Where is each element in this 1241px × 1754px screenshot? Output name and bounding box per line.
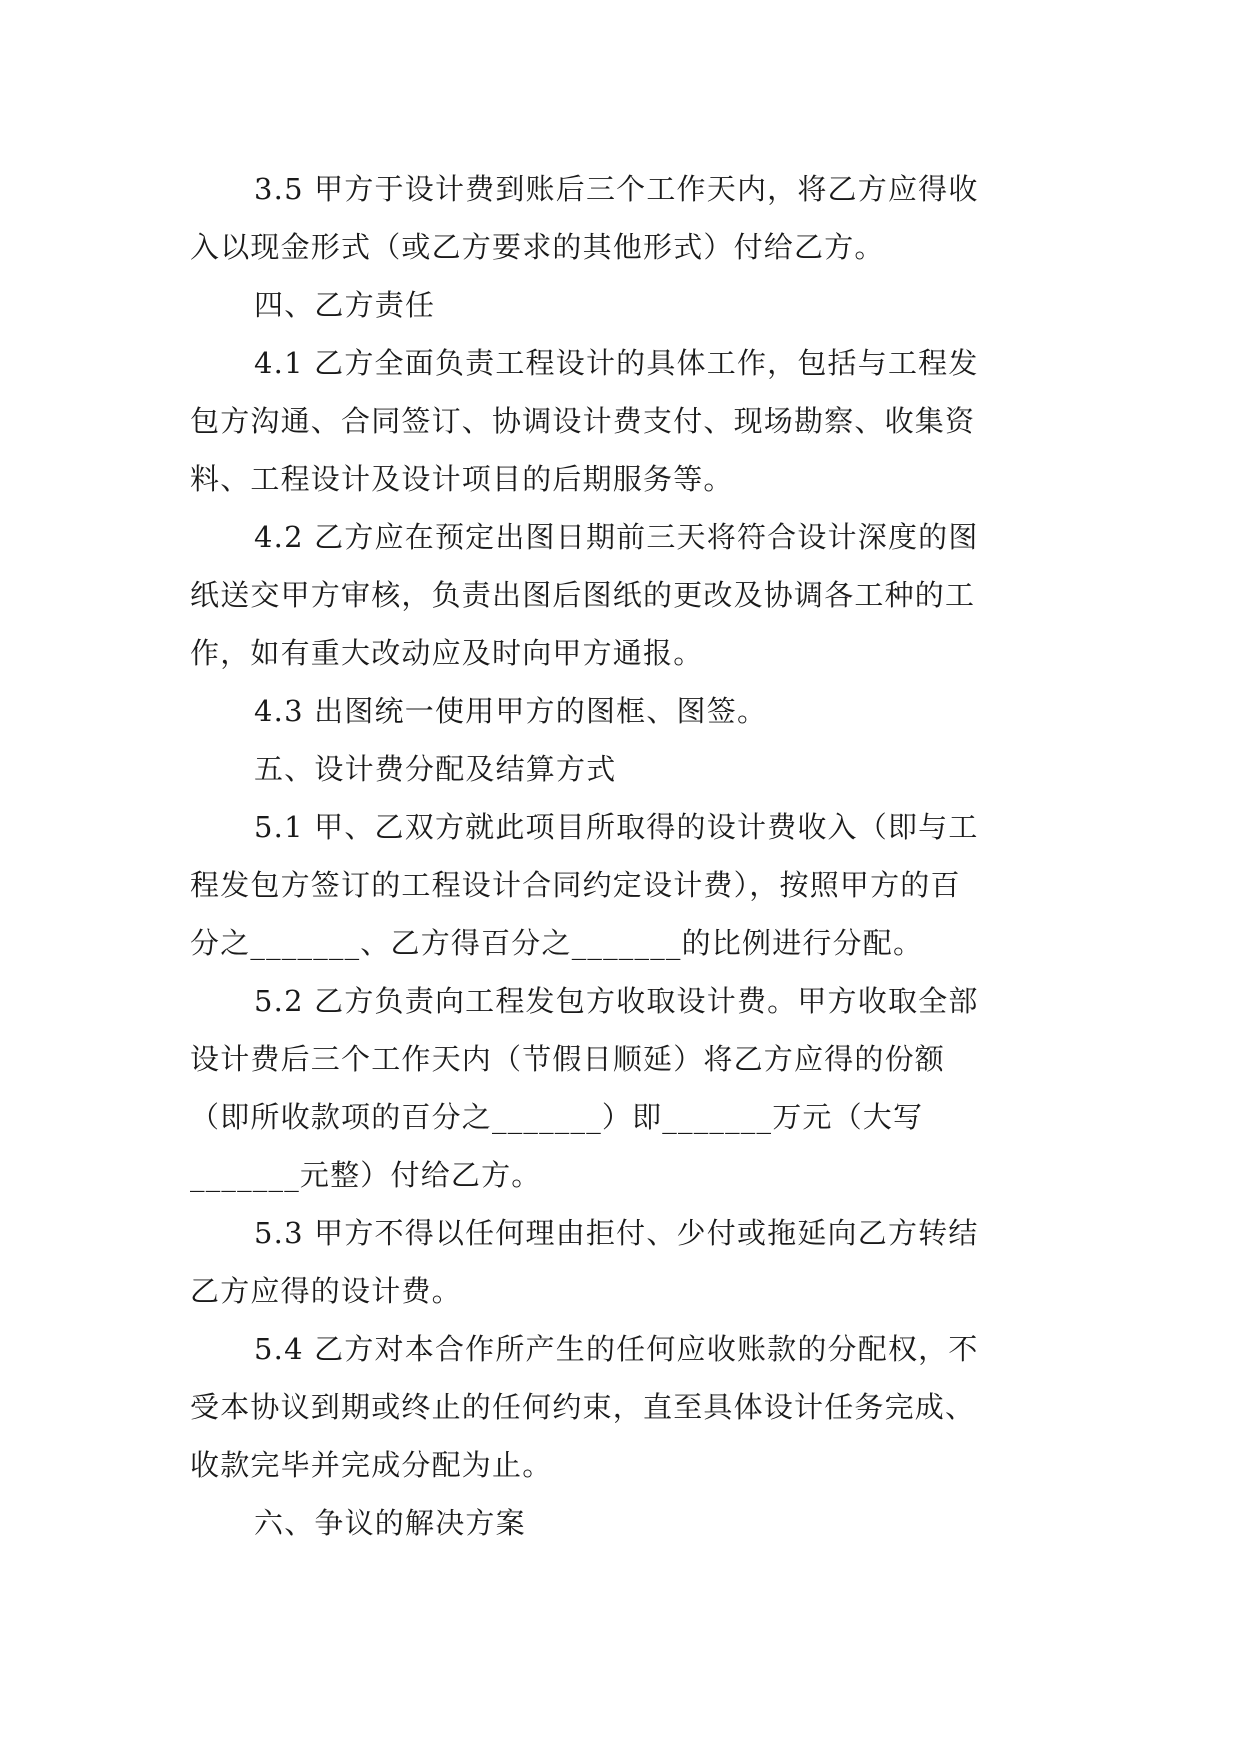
text-line: 程发包方签订的工程设计合同约定设计费），按照甲方的百 [190, 868, 961, 902]
text-line: 四、乙方责任 [254, 288, 436, 322]
text-line: 受本协议到期或终止的任何约束，直至具体设计任务完成、 [190, 1390, 976, 1424]
clause-3-5 [190, 160, 1050, 276]
text-line: 5.4 乙方对本合作所产生的任何应收账款的分配权，不 [254, 1332, 979, 1366]
clause-4-2 [190, 508, 1050, 682]
text-line: 包方沟通、合同签订、协调设计费支付、现场勘察、收集资 [190, 404, 976, 438]
section-heading-4 [190, 276, 1050, 334]
text-line: 乙方应得的设计费。 [190, 1274, 462, 1308]
text-line: （即所收款项的百分之_______）即_______万元（大写 [190, 1100, 924, 1134]
text-line: 分之_______、乙方得百分之_______的比例进行分配。 [190, 926, 924, 960]
text-line: 4.1 乙方全面负责工程设计的具体工作，包括与工程发 [254, 346, 979, 380]
text-line: 设计费后三个工作天内（节假日顺延）将乙方应得的份额 [190, 1042, 946, 1076]
clause-4-1 [190, 334, 1050, 508]
clause-4-3 [190, 682, 1050, 740]
section-heading-5 [190, 740, 1050, 798]
text-line: 作，如有重大改动应及时向甲方通报。 [190, 636, 704, 670]
text-line: 料、工程设计及设计项目的后期服务等。 [190, 462, 734, 496]
clause-5-2 [190, 972, 1050, 1204]
text-line: 5.1 甲、乙双方就此项目所取得的设计费收入（即与工 [254, 810, 979, 844]
text-line: _______元整）付给乙方。 [190, 1158, 542, 1192]
text-line: 入以现金形式（或乙方要求的其他形式）付给乙方。 [190, 230, 885, 264]
text-line: 5.3 甲方不得以任何理由拒付、少付或拖延向乙方转结 [254, 1216, 979, 1250]
text-line: 五、设计费分配及结算方式 [254, 752, 617, 786]
document-page [190, 160, 1050, 1552]
text-line: 纸送交甲方审核，负责出图后图纸的更改及协调各工种的工 [190, 578, 976, 612]
clause-5-1 [190, 798, 1050, 972]
text-line: 4.2 乙方应在预定出图日期前三天将符合设计深度的图 [254, 520, 979, 554]
text-line: 收款完毕并完成分配为止。 [190, 1448, 553, 1482]
clause-5-4 [190, 1320, 1050, 1494]
text-line: 3.5 甲方于设计费到账后三个工作天内，将乙方应得收 [254, 172, 979, 206]
text-line: 六、争议的解决方案 [254, 1506, 526, 1540]
clause-5-3 [190, 1204, 1050, 1320]
section-heading-6 [190, 1494, 1050, 1552]
text-line: 4.3 出图统一使用甲方的图框、图签。 [254, 694, 768, 728]
text-line: 5.2 乙方负责向工程发包方收取设计费。甲方收取全部 [254, 984, 979, 1018]
